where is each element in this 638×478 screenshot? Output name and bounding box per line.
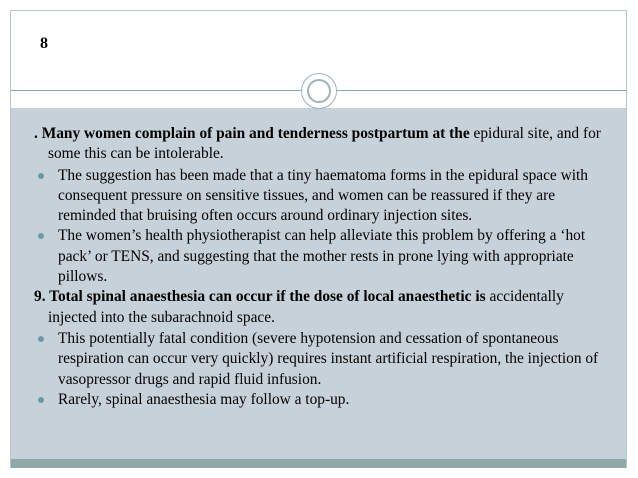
- heading-lead: 9. Total spinal anaesthesia can occur if the dose of local anaesthetic is: [34, 288, 486, 306]
- bullet-text: The suggestion has been made that a tiny haematoma forms in the epidural space with consequent pressure on sensitive tissues, and women can be reassured if they are reminded that bruising often occurs around ordinary injection sites.: [58, 166, 588, 225]
- body-text: [34, 124, 609, 410]
- heading-rest: accidentally injected into the subarachnoid space.: [48, 288, 564, 326]
- bullet-text: Rarely, spinal anaesthesia may follow a top-up.: [58, 390, 350, 408]
- footer-bar: [11, 459, 626, 468]
- heading-rest: epidural site, and for some this can be intolerable.: [48, 125, 601, 163]
- heading-lead: . Many women complain of pain and tenderness postpartum at the: [34, 125, 470, 142]
- decorative-ring-icon: [301, 73, 337, 109]
- page-title: 8: [40, 35, 48, 52]
- bullet-text: This potentially fatal condition (severe hypotension and cessation of spontaneous respiration can occur very quickly) requires instant artificial respiration, the injection of vasopressor drugs and rapid fluid infusion.: [58, 329, 599, 388]
- paragraph-heading-2: [34, 287, 609, 328]
- bullet-dot-icon: [38, 233, 44, 239]
- bullet-dot-icon: [38, 173, 44, 179]
- paragraph-heading-1: [34, 124, 609, 165]
- bullet-item: [34, 226, 609, 287]
- inner-ring-icon: [307, 79, 331, 103]
- content-area: [11, 108, 626, 459]
- slide-frame: [10, 10, 627, 468]
- bullet-item: [34, 329, 609, 390]
- bullet-item: [34, 166, 609, 227]
- bullet-dot-icon: [38, 336, 44, 342]
- bullet-text: The women’s health physiotherapist can help alleviate this problem by offering a ‘hot pack’ or TENS, and suggesting that the mother rests in prone lying with appropriate pillows.: [58, 227, 586, 286]
- bullet-dot-icon: [38, 397, 44, 403]
- bullet-item: [34, 390, 609, 410]
